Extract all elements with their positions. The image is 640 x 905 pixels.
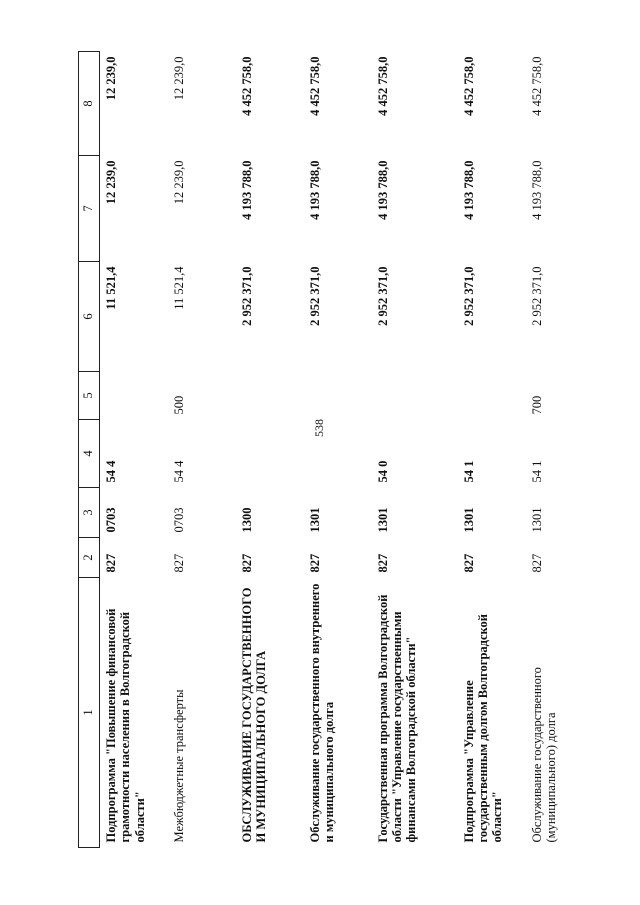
expense-type-cell	[236, 372, 304, 420]
ministry-code-cell: 827	[307, 553, 322, 573]
table-row	[304, 52, 372, 848]
expense-type-cell	[372, 372, 458, 420]
table-row	[236, 52, 304, 848]
table-row	[372, 52, 458, 848]
amount-cell: 12 239,0	[171, 160, 186, 205]
amount-cell: 11 521,4	[171, 266, 186, 310]
amount-cell: 4 452 758,0	[375, 56, 390, 116]
amount-cell: 12 239,0	[171, 56, 186, 101]
amount-cell: 12 239,0	[104, 160, 118, 205]
ministry-code-cell: 827	[461, 553, 476, 573]
ministry-code-cell: 827	[375, 553, 390, 573]
amount-cell: 2 952 371,0	[461, 266, 476, 326]
target-code-cell	[236, 420, 304, 488]
amount-cell: 2 952 371,0	[307, 266, 322, 326]
amount-cell: 2 952 371,0	[529, 266, 544, 326]
target-code-cell: 54 1	[529, 460, 544, 483]
section-code-cell: 0703	[171, 507, 186, 533]
amount-cell: 2 952 371,0	[239, 266, 254, 326]
section-code-cell: 1300	[239, 507, 254, 533]
column-header: 8	[79, 52, 100, 156]
budget-table-rotated	[78, 52, 618, 848]
amount-cell: 11 521,4	[104, 266, 118, 310]
expense-type-cell: 500	[171, 395, 186, 415]
column-header: 3	[79, 488, 100, 538]
section-code-cell: 0703	[104, 507, 118, 533]
section-code-cell: 1301	[307, 507, 322, 533]
column-header: 4	[79, 420, 100, 488]
ministry-code-cell: 827	[104, 553, 118, 573]
description-cell: Обслуживание государственного внутреннего и муниципального долга	[307, 583, 336, 843]
section-code-cell: 1301	[461, 507, 476, 533]
target-code-cell: 54 4	[171, 460, 186, 483]
column-header: 7	[79, 156, 100, 262]
section-code-cell: 1301	[529, 507, 544, 533]
description-cell: Межбюджетные трансферты	[171, 689, 186, 843]
section-code-cell: 1301	[375, 507, 390, 533]
amount-cell: 4 193 788,0	[461, 160, 476, 220]
table-row	[458, 52, 526, 848]
description-cell: Обслуживание государственного (муниципального) долга	[529, 667, 558, 843]
column-header: 1	[79, 578, 100, 848]
header-row	[79, 52, 100, 848]
amount-cell: 4 452 758,0	[461, 56, 476, 116]
amount-cell: 4 452 758,0	[239, 56, 254, 116]
ministry-code-cell: 827	[171, 553, 186, 573]
amount-cell: 4 452 758,0	[307, 56, 322, 116]
amount-cell: 4 193 788,0	[307, 160, 322, 220]
expense-type-cell: 700	[529, 395, 544, 415]
amount-cell: 4 193 788,0	[529, 160, 544, 220]
target-code-cell: 54 1	[461, 460, 476, 483]
target-code-cell	[304, 420, 372, 488]
expense-type-cell	[304, 372, 372, 420]
amount-cell: 4 452 758,0	[529, 56, 544, 116]
table-row	[526, 52, 594, 848]
target-code-cell: 54 0	[375, 460, 390, 483]
column-header: 6	[79, 262, 100, 372]
page-number: 538	[312, 419, 326, 437]
column-header: 5	[79, 372, 100, 420]
budget-table	[78, 51, 594, 848]
expense-type-cell	[100, 372, 168, 420]
table-row	[168, 52, 236, 848]
table-row	[100, 52, 168, 848]
description-cell: Подпрограмма "Повышение финансовой грамотности населения в Волгоградской области"	[104, 608, 147, 843]
description-cell: Подпрограмма "Управление государственным долгом Волгоградской области"	[461, 613, 504, 843]
amount-cell: 4 193 788,0	[239, 160, 254, 220]
ministry-code-cell: 827	[529, 553, 544, 573]
ministry-code-cell: 827	[239, 553, 254, 573]
column-header: 2	[79, 538, 100, 578]
amount-cell: 2 952 371,0	[375, 266, 390, 326]
target-code-cell: 54 4	[104, 460, 118, 483]
amount-cell: 12 239,0	[104, 56, 118, 101]
description-cell: ОБСЛУЖИВАНИЕ ГОСУДАРСТВЕННОГО И МУНИЦИПАЛЬНОГО ДОЛГА	[239, 587, 268, 843]
amount-cell: 4 193 788,0	[375, 160, 390, 220]
description-cell: Государственная программа Волгоградской области "Управление государственными финансами Волгоградской области"	[375, 594, 418, 843]
expense-type-cell	[458, 372, 526, 420]
